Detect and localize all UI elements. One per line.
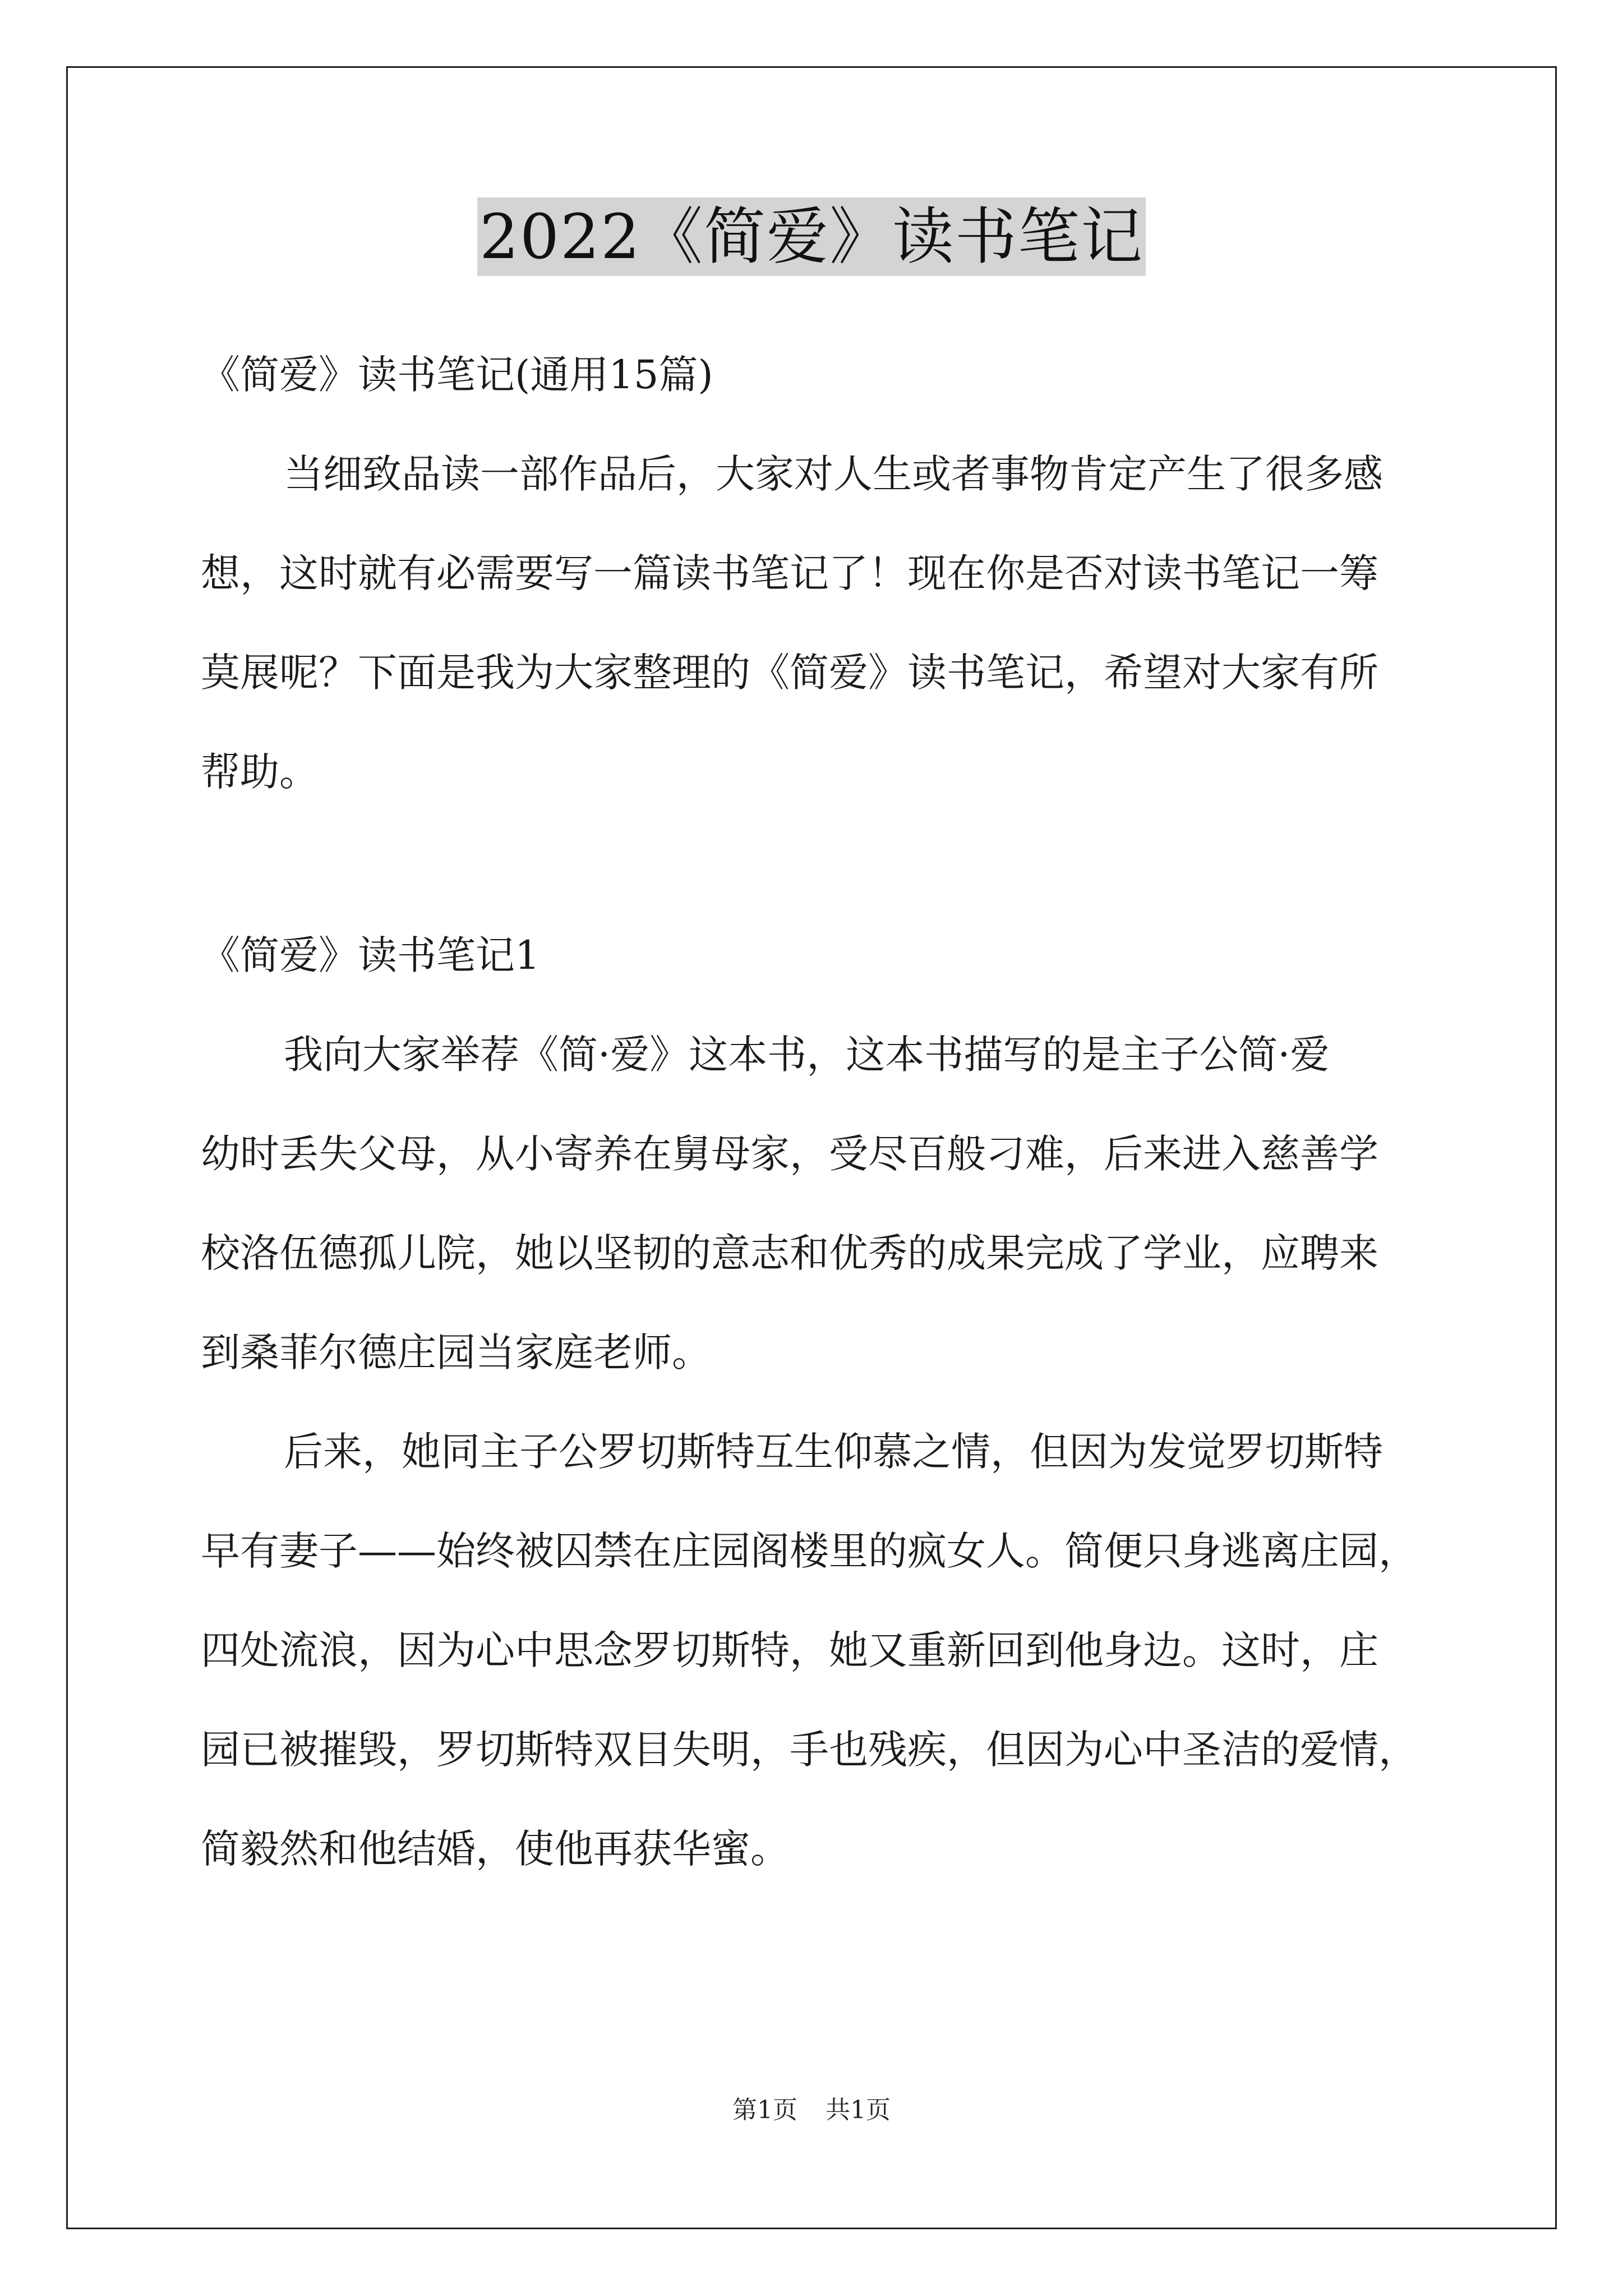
page-number-current: 第1页	[732, 2096, 797, 2124]
paragraph-line: 到桑菲尔德庄园当家庭老师。	[201, 1329, 711, 1375]
document-body	[201, 303, 1445, 1899]
paragraph-line: 校洛伍德孤儿院，她以坚韧的意志和优秀的成果完成了学业，应聘来	[201, 1230, 1378, 1276]
paragraph-line: 我向大家举荐《简·爱》这本书，这本书描写的是主子公简·爱	[284, 1032, 1330, 1078]
page-number-total: 共1页	[826, 2096, 891, 2124]
paragraph-line: 简毅然和他结婚，使他再获华蜜。	[201, 1826, 790, 1872]
paragraph-line: 后来，她同主子公罗切斯特互生仰慕之情，但因为发觉罗切斯特	[284, 1429, 1383, 1475]
intro-line: 莫展呢？下面是我为大家整理的《简爱》读书笔记，希望对大家有所	[201, 650, 1378, 696]
intro-line: 当细致品读一部作品后，大家对人生或者事物肯定产生了很多感	[284, 451, 1383, 497]
section1-paragraph-2	[201, 1402, 1445, 1899]
document-title: 2022《简爱》读书笔记	[477, 197, 1146, 276]
document-subtitle: 《简爱》读书笔记(通用15篇)	[201, 352, 713, 398]
paragraph-line: 园已被摧毁，罗切斯特双目失明，手也残疾，但因为心中圣洁的爱情，	[201, 1727, 1418, 1773]
section-spacer	[201, 822, 1445, 906]
intro-line: 想，这时就有必需要写一篇读书笔记了！现在你是否对读书笔记一筹	[201, 550, 1378, 596]
paragraph-line: 四处流浪，因为心中思念罗切斯特，她又重新回到他身边。这时，庄	[201, 1627, 1378, 1673]
paragraph-line: 早有妻子——始终被囚禁在庄园阁楼里的疯女人。简便只身逃离庄园，	[201, 1528, 1418, 1574]
title-container	[0, 197, 1623, 276]
intro-line: 帮助。	[201, 749, 319, 795]
section1-paragraph-1	[201, 1005, 1445, 1402]
page-footer	[0, 2093, 1623, 2127]
intro-paragraph	[201, 425, 1445, 822]
paragraph-line: 幼时丢失父母，从小寄养在舅母家，受尽百般刁难，后来进入慈善学	[201, 1131, 1378, 1177]
section-heading: 《简爱》读书笔记1	[201, 932, 540, 978]
